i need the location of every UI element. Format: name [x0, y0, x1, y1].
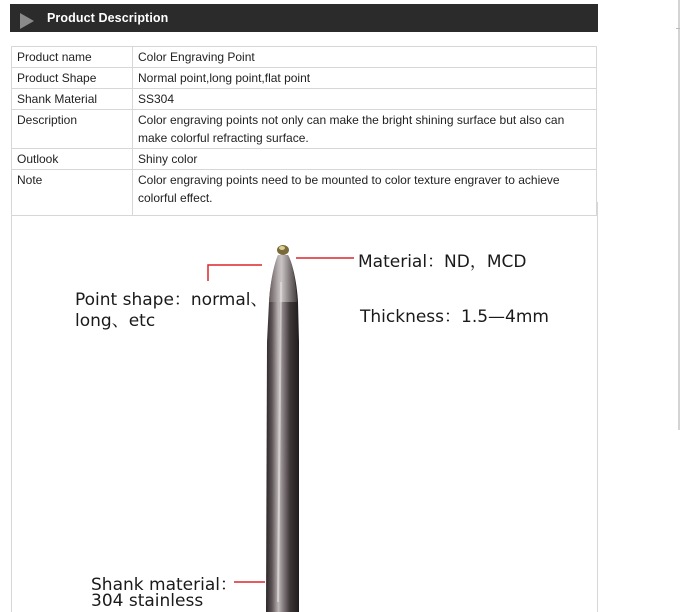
- point-shape-label-line1: Point shape：normal、: [75, 290, 268, 310]
- spec-value: Shiny color: [133, 149, 597, 170]
- divider-tick: [676, 28, 680, 29]
- point-shape-label-line2: long、etc: [75, 311, 156, 331]
- section-title: Product Description: [47, 11, 169, 25]
- spec-value: Color engraving points need to be mounted to color texture engraver to achieve colorful effect.: [133, 170, 597, 216]
- shank-taper: [269, 255, 297, 302]
- shank-body: [266, 255, 299, 612]
- spec-value: SS304: [133, 89, 597, 110]
- material-label: Material：ND，MCD: [358, 252, 527, 272]
- spec-key: Shank Material: [12, 89, 133, 110]
- spec-value: Normal point,long point,flat point: [133, 68, 597, 89]
- table-row: [12, 47, 597, 68]
- table-row: [12, 110, 597, 149]
- spec-key: Description: [12, 110, 133, 149]
- section-header: [10, 4, 598, 32]
- thickness-label: Thickness：1.5—4mm: [360, 307, 549, 327]
- spec-value: Color Engraving Point: [133, 47, 597, 68]
- spec-key: Product Shape: [12, 68, 133, 89]
- spec-key: Product name: [12, 47, 133, 68]
- spec-value: Color engraving points not only can make the bright shining surface but also can make colorful refracting surface.: [133, 110, 597, 149]
- spec-key: Outlook: [12, 149, 133, 170]
- table-row: [12, 149, 597, 170]
- table-row: [12, 68, 597, 89]
- arrow-right-icon: [20, 13, 34, 29]
- table-row: [12, 89, 597, 110]
- spec-key: Note: [12, 170, 133, 216]
- shank-label-line2: 304 stainless: [91, 591, 204, 611]
- shank-label-line1: Shank material：: [91, 575, 237, 595]
- callout-point-shape: [208, 265, 262, 281]
- product-specs-table: [11, 46, 597, 216]
- product-photo: [11, 202, 598, 612]
